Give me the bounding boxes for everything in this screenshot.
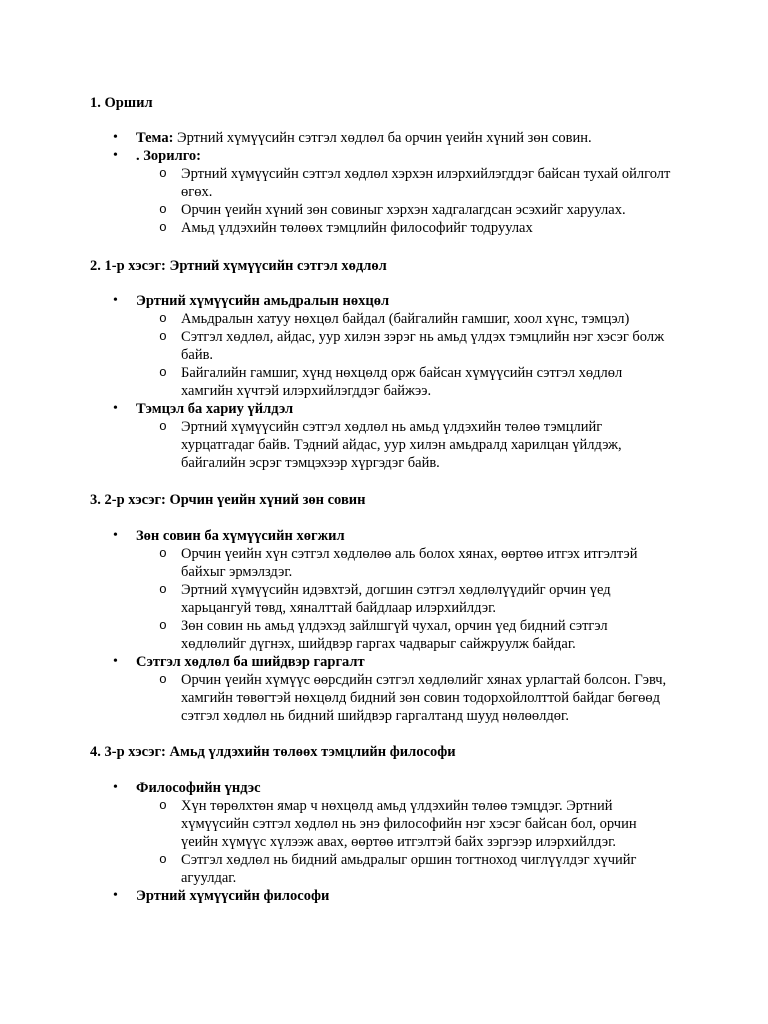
list-item (0, 527, 696, 653)
item-label: Тэмцэл ба хариу үйлдэл (136, 401, 294, 417)
item-text: Эртний хүмүүсийн сэтгэл хөдлөл ба орчин үеийн хүний зөн совин. (173, 130, 592, 146)
sub-item: o Орчин үеийн хүний зөн совиныг хэрхэн хадгалагдсан эсэхийг харуулах. (181, 201, 671, 219)
sub-item: o Сэтгэл хөдлөл, айдас, уур хилэн зэрэг нь амьд үлдэх тэмцлийн нэг хэсэг болж байв. (181, 328, 671, 364)
sub-item: o Эртний хүмүүсийн сэтгэл хөдлөл нь амьд үлдэхийн төлөө тэмцлийг хурцатгадаг байв. Тэдний айдас, уур хилэн амьдралд харилцан үйлдэж, байгалийн эсрэг тэмцэхээр хүргэдэг байв. (181, 418, 671, 472)
list-item (0, 129, 696, 147)
section-heading: 1. Оршил (90, 95, 153, 111)
item-label: . Зорилго: (136, 148, 202, 164)
item-label: Философийн үндэс (136, 780, 261, 796)
sub-list (136, 671, 696, 725)
sub-item: o Орчин үеийн хүн сэтгэл хөдлөлөө аль болох хянах, өөртөө итгэх итгэлтэй байхыг эрмэлздэг. (181, 545, 671, 581)
sub-list (136, 165, 696, 237)
item-label: Зөн совин ба хүмүүсийн хөгжил (136, 528, 345, 544)
sub-list (136, 310, 696, 400)
bullet-list (0, 129, 768, 237)
section-heading: 3. 2-р хэсэг: Орчин үеийн хүний зөн совин (90, 492, 366, 508)
list-item (0, 292, 696, 400)
sub-item: o Амьд үлдэхийн төлөөх тэмцлийн философийг тодруулах (181, 219, 671, 237)
bullet-list (0, 779, 768, 905)
sub-item: o Эртний хүмүүсийн идэвхтэй, догшин сэтгэл хөдлөлүүдийг орчин үед харьцангуй төвд, хяналттай байдлаар илэрхийлдэг. (181, 581, 671, 617)
item-label: Тема: (136, 130, 174, 146)
sub-list (136, 545, 696, 653)
sub-list (136, 797, 696, 887)
list-item (0, 147, 696, 237)
item-label: Эртний хүмүүсийн философи (136, 888, 330, 904)
section-heading: 4. 3-р хэсэг: Амьд үлдэхийн төлөөх тэмцлийн философи (90, 744, 456, 760)
sub-item: o Хүн төрөлхтөн ямар ч нөхцөлд амьд үлдэхийн төлөө тэмцдэг. Эртний хүмүүсийн сэтгэл хөдлөл нь энэ философийн нэг хэсэг байсан бол, орчин үеийн хүмүүс хүлээж авах, өөртөө итгэлтэй байх зэргээр илэрхийлдэг. (181, 797, 671, 851)
item-label: Сэтгэл хөдлөл ба шийдвэр гаргалт (136, 654, 365, 670)
sub-item: o Амьдралын хатуу нөхцөл байдал (байгалийн гамшиг, хоол хүнс, тэмцэл) (181, 310, 671, 328)
list-item (0, 887, 696, 905)
sub-list (136, 418, 696, 472)
bullet-list (0, 292, 768, 472)
sub-item: o Байгалийн гамшиг, хүнд нөхцөлд орж байсан хүмүүсийн сэтгэл хөдлөл хамгийн хүчтэй илэрхийлэгддэг байжээ. (181, 364, 671, 400)
list-item (0, 400, 696, 472)
sub-item: o Эртний хүмүүсийн сэтгэл хөдлөл хэрхэн илэрхийлэгддэг байсан тухай ойлголт өгөх. (181, 165, 671, 201)
sub-item: o Сэтгэл хөдлөл нь бидний амьдралыг оршин тогтноход чиглүүлдэг хүчийг агуулдаг. (181, 851, 671, 887)
sub-item: o Орчин үеийн хүмүүс өөрсдийн сэтгэл хөдлөлийг хянах урлагтай болсон. Гэвч, хамгийн төвөгтэй нөхцөлд бидний зөн совин тодорхойлолттой байдаг бөгөөд сэтгэл хөдлөл нь бидний шийдвэр гаргалтанд шууд нөлөөлдөг. (181, 671, 671, 725)
item-label: Эртний хүмүүсийн амьдралын нөхцөл (136, 293, 390, 309)
list-item (0, 653, 696, 725)
bullet-list (0, 527, 768, 725)
sub-item: o Зөн совин нь амьд үлдэхэд зайлшгүй чухал, орчин үед бидний сэтгэл хөдлөлийг дүгнэх, шийдвэр гаргах чадварыг сайжруулж байдаг. (181, 617, 671, 653)
section-heading: 2. 1-р хэсэг: Эртний хүмүүсийн сэтгэл хөдлөл (90, 258, 387, 274)
list-item (0, 779, 696, 887)
